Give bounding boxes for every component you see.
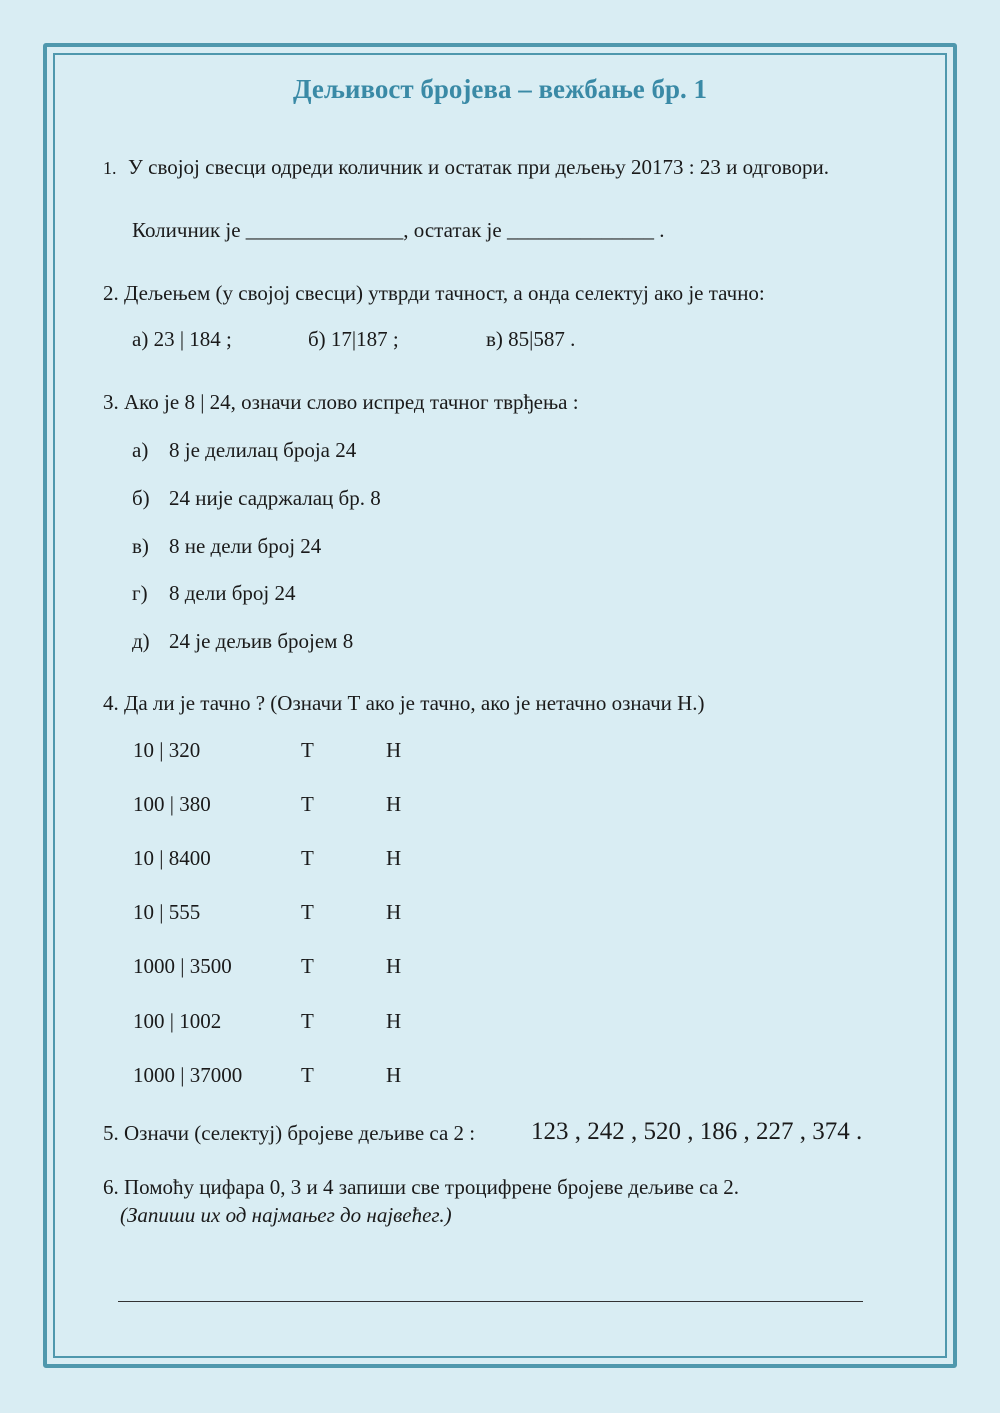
task4-true-option[interactable]: Т [301,846,314,870]
task3-option-letter[interactable]: а) [132,438,149,462]
task4-false-option[interactable]: Н [386,1063,402,1087]
task3-option-letter[interactable]: в) [132,534,149,558]
task4-false-option[interactable]: Н [386,954,402,978]
task3-option-text[interactable]: 8 дели број 24 [169,581,296,605]
task4-true-option[interactable]: Т [301,792,314,816]
task4-false-option[interactable]: Н [386,1009,402,1033]
task2-text: 2. Дељењем (у својој свесци) утврди тачност, а онда селектуј ако је тачно: [103,281,765,305]
task4-row-expr: 10 | 8400 [133,846,211,870]
task3-option-letter[interactable]: б) [132,486,150,510]
task3-option-text[interactable]: 24 је дељив бројем 8 [169,629,354,653]
task4-text: 4. Да ли је тачно ? (Означи Т ако је тачно, ако је нетачно означи Н.) [103,691,705,715]
task3-option-letter[interactable]: д) [132,629,150,653]
task4-row-expr: 1000 | 37000 [133,1063,243,1087]
task5-numbers[interactable]: 123 , 242 , 520 , 186 , 227 , 374 . [531,1118,863,1145]
task6-text: 6. Помоћу цифара 0, 3 и 4 запиши све троцифрене бројеве дељиве са 2. [103,1175,740,1199]
task3-option-text[interactable]: 8 је делилац броја 24 [169,438,357,462]
task1-answer[interactable]: Количник је _______________, остатак је ______________ . [132,218,665,242]
task1-text: У својој свесци одреди количник и остатак при дељењу 20173 : 23 и одговори. [128,155,830,179]
task3-option-text[interactable]: 24 није садржалац бр. 8 [169,486,381,510]
task3-option-text[interactable]: 8 не дели број 24 [169,534,322,558]
task4-row-expr: 100 | 380 [133,792,211,816]
task4-row-expr: 10 | 320 [133,738,201,762]
task1-number: 1. [103,158,117,178]
task4-false-option[interactable]: Н [386,792,402,816]
task6-note: (Запиши их од најмањег до највећег.) [120,1203,452,1227]
task4-true-option[interactable]: Т [301,1009,314,1033]
task2-option-a[interactable]: а) 23 | 184 ; [132,327,232,351]
task4-false-option[interactable]: Н [386,900,402,924]
page-title: Дељивост бројева – вежбање бр. 1 [292,74,708,104]
task4-true-option[interactable]: Т [301,900,314,924]
task5-text: 5. Означи (селектуј) бројеве дељиве са 2 : [103,1121,476,1145]
task4-true-option[interactable]: Т [301,954,314,978]
task4-false-option[interactable]: Н [386,846,402,870]
task3-option-letter[interactable]: г) [132,581,148,605]
task4-row-expr: 1000 | 3500 [133,954,232,978]
task4-true-option[interactable]: Т [301,738,314,762]
task2-option-b[interactable]: б) 17|187 ; [308,327,399,351]
task4-row-expr: 10 | 555 [133,900,201,924]
task3-text: 3. Ако је 8 | 24, означи слово испред тачног тврђења : [103,390,579,414]
task4-row-expr: 100 | 1002 [133,1009,222,1033]
task4-false-option[interactable]: Н [386,738,402,762]
answer-line[interactable] [118,1301,863,1302]
task4-true-option[interactable]: Т [301,1063,314,1087]
task2-option-c[interactable]: в) 85|587 . [486,327,576,351]
